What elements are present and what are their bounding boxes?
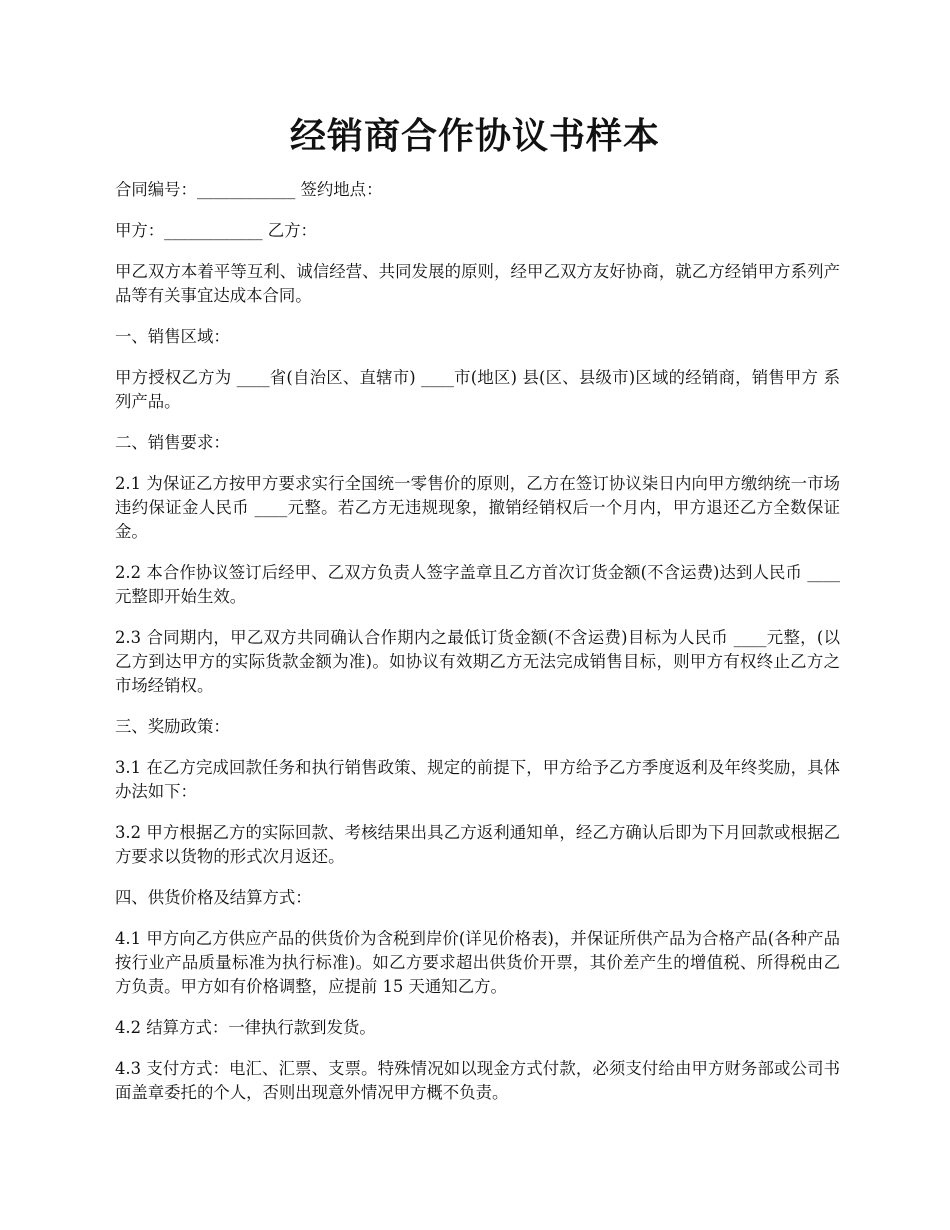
section-heading-sales-requirements: 二、销售要求： [115, 433, 230, 452]
section-heading-incentive-policy: 三、奖励政策： [115, 717, 230, 736]
clause-4-2: 4.2 结算方式：一律执行款到发货。 [115, 1018, 376, 1037]
clause-2-3: 2.3 合同期内，甲乙双方共同确认合作期内之最低订货金额(不含运费)目标为人民币 ____元整，(以乙方到达甲方的实际货款金额为准)。如协议有效期乙方无法完成销售目标，则甲方有权终止乙方之市场经销权。 [115, 628, 840, 695]
preamble-paragraph: 甲乙双方本着平等互利、诚信经营、共同发展的原则，经甲乙双方友好协商，就乙方经销甲方系列产品等有关事宜达成本合同。 [115, 262, 840, 305]
document-body [115, 178, 840, 1122]
clause-3-2: 3.2 甲方根据乙方的实际回款、考核结果出具乙方返利通知单，经乙方确认后即为下月回款或根据乙方要求以货物的形式次月返还。 [115, 823, 840, 866]
document-title: 经销商合作协议书样本 [289, 115, 660, 157]
contract-number-line: 合同编号：____________ 签约地点： [115, 180, 383, 199]
parties-line: 甲方：____________ 乙方： [115, 221, 317, 240]
sales-region-paragraph: 甲方授权乙方为 ____省(自治区、直辖市) ____市(地区) 县(区、县级市)区域的经销商，销售甲方 系列产品。 [115, 368, 840, 411]
clause-4-3: 4.3 支付方式：电汇、汇票、支票。特殊情况如以现金方式付款，必须支付给由甲方财务部或公司书面盖章委托的个人，否则出现意外情况甲方概不负责。 [115, 1059, 840, 1102]
section-heading-sales-region: 一、销售区域： [115, 327, 230, 346]
clause-4-1: 4.1 甲方向乙方供应产品的供货价为含税到岸价(详见价格表)，并保证所供产品为合格产品(各种产品按行业产品质量标准为执行标准)。如乙方要求超出供货价开票，其价差产生的增值税、所得税由乙方负责。甲方如有价格调整，应提前 15 天通知乙方。 [115, 929, 840, 996]
clause-3-1: 3.1 在乙方完成回款任务和执行销售政策、规定的前提下，甲方给予乙方季度返利及年终奖励，具体办法如下： [115, 758, 840, 801]
clause-2-2: 2.2 本合作协议签订后经甲、乙双方负责人签字盖章且乙方首次订货金额(不含运费)达到人民币 ____元整即开始生效。 [115, 563, 840, 606]
clause-2-1: 2.1 为保证乙方按甲方要求实行全国统一零售价的原则，乙方在签订协议柒日内向甲方缴纳统一市场违约保证金人民币 ____元整。若乙方无违规现象，撤销经销权后一个月内，甲方退还乙方全数保证金。 [115, 474, 840, 541]
section-heading-pricing-settlement: 四、供货价格及结算方式： [115, 888, 312, 907]
